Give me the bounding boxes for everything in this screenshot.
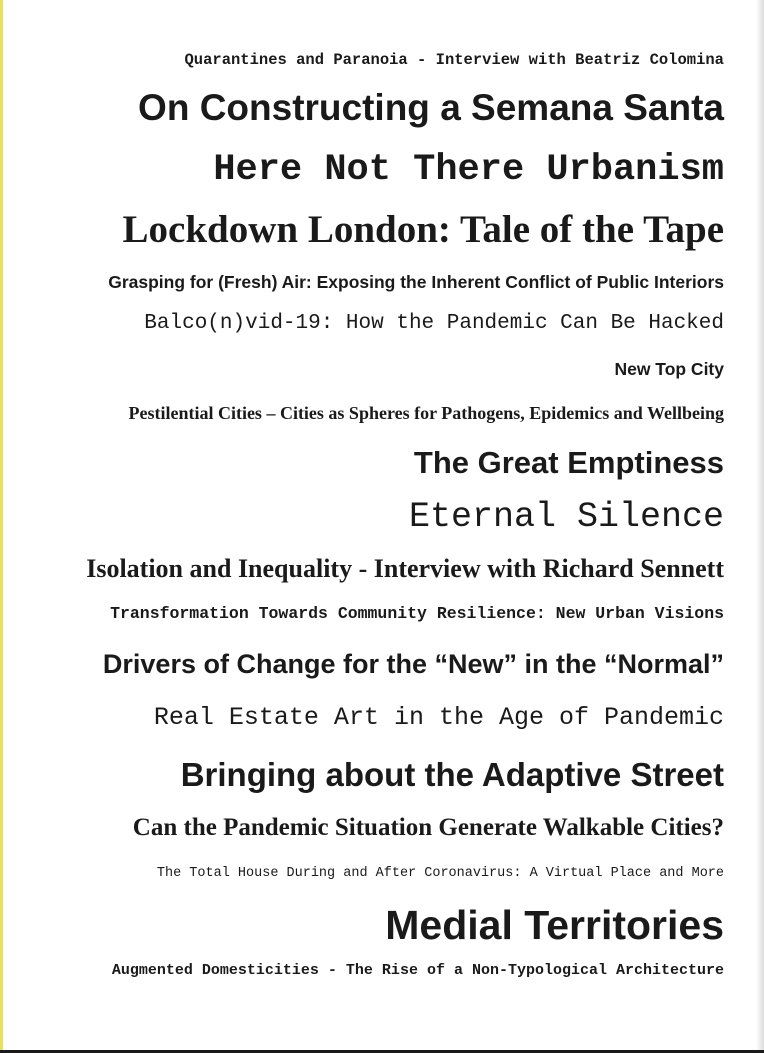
title-line-3: Here Not There Urbanism	[213, 149, 724, 191]
title-line-5: Grasping for (Fresh) Air: Exposing the Inherent Conflict of Public Interiors	[108, 272, 724, 292]
page-edge-right	[756, 0, 764, 1053]
title-line-16: Can the Pandemic Situation Generate Walkable Cities?	[132, 814, 724, 841]
title-line-1: Quarantines and Paranoia - Interview with Beatriz Colomina	[184, 51, 724, 69]
title-line-6: Balco(n)vid-19: How the Pandemic Can Be Hacked	[144, 312, 724, 335]
title-line-7: New Top City	[614, 359, 724, 379]
title-line-2: On Constructing a Semana Santa	[138, 87, 724, 128]
title-line-8: Pestilential Cities – Cities as Spheres for Pathogens, Epidemics and Wellbeing	[128, 403, 724, 423]
title-line-17: The Total House During and After Coronavirus: A Virtual Place and More	[156, 866, 724, 881]
title-line-14: Real Estate Art in the Age of Pandemic	[153, 703, 724, 732]
title-line-13: Drivers of Change for the “New” in the “Normal”	[102, 649, 724, 679]
title-line-15: Bringing about the Adaptive Street	[180, 756, 724, 793]
title-line-10: Eternal Silence	[408, 497, 724, 537]
title-line-12: Transformation Towards Community Resilience: New Urban Visions	[110, 604, 724, 623]
title-line-4: Lockdown London: Tale of the Tape	[122, 208, 724, 251]
title-line-11: Isolation and Inequality - Interview with Richard Sennett	[86, 554, 724, 583]
page-edge-left	[0, 0, 3, 1053]
title-line-18: Medial Territories	[385, 902, 724, 948]
title-line-9: The Great Emptiness	[413, 445, 724, 480]
title-line-19: Augmented Domesticities - The Rise of a Non-Typological Architecture	[111, 962, 724, 979]
